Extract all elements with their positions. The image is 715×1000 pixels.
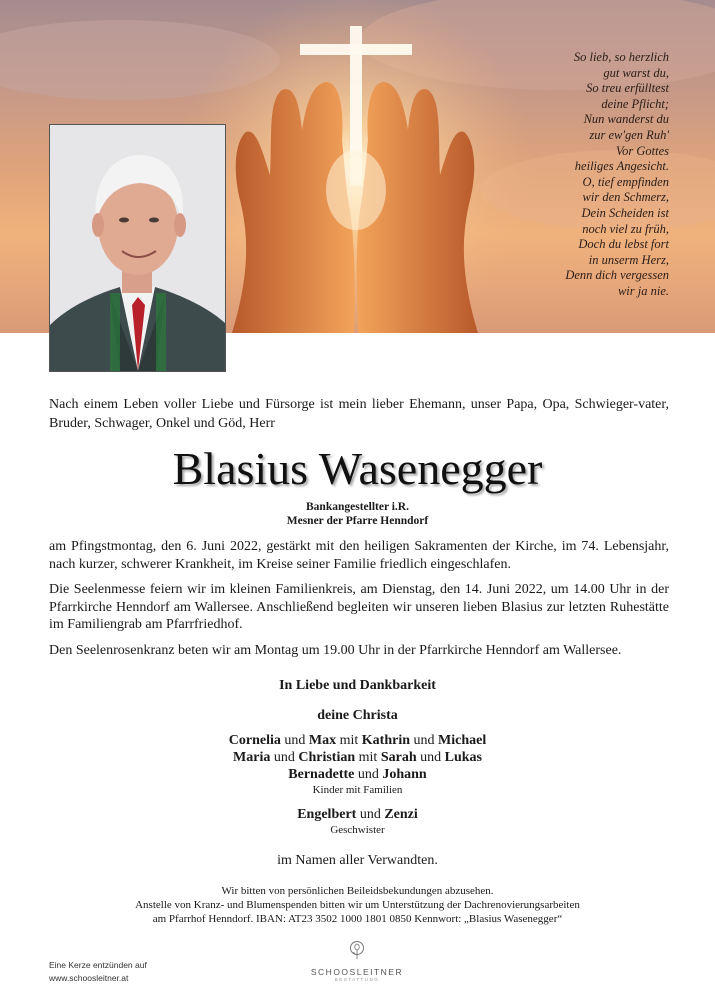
relatives-line: im Namen aller Verwandten. xyxy=(277,853,438,868)
poem-line: Dein Scheiden ist xyxy=(581,205,669,220)
rose-icon xyxy=(347,940,367,960)
poem-line: So treu erfülltest xyxy=(586,81,669,96)
poem-line: noch viel zu früh, xyxy=(582,221,669,236)
deceased-name: Blasius Wasenegger xyxy=(172,443,543,494)
connector-word: und xyxy=(357,767,379,782)
poem-line: O, tief empfinden xyxy=(582,174,669,189)
death-announcement: am Pfingstmontag, den 6. Juni 2022, gestärkt mit den heiligen Sakramenten der Kirche, im 74. Lebensjahr, nach kurzer, schwerer Krankheit, im Kreise seiner Familie friedlich eingeschlafen. xyxy=(49,539,669,572)
poem-line: So lieb, so herzlich xyxy=(573,50,669,64)
family-member-name: Kathrin xyxy=(361,733,410,748)
intro-text: Nach einem Leben voller Liebe und Fürsorge ist mein lieber Ehemann, unser Papa, Opa, Schwieger-vater, Bruder, Schwager, Onkel und Göd, Herr xyxy=(49,397,669,431)
family-member-name: Maria xyxy=(233,750,271,765)
family-member-name: Engelbert xyxy=(297,807,357,822)
connector-word: und xyxy=(273,750,295,765)
logo-tagline: BESTATTUNG xyxy=(334,977,380,982)
rosary-details: Den Seelenrosenkranz beten wir am Montag um 19.00 Uhr in der Pfarrkirche Henndorf am Wallersee. xyxy=(49,643,622,658)
bank-details: am Pfarrhof Henndorf. IBAN: AT23 3502 1000 1801 0850 Kennwort: „Blasius Wasenegger“ xyxy=(152,913,563,925)
funeral-mass-details: Die Seelenmesse feiern wir im kleinen Familienkreis, am Dienstag, den 14. Juni 2022, um 14.00 Uhr in der Pfarrkirche Henndorf am Wallersee. Anschließend begleiten wir unseren lieben Blasius zur letzten Ruhestätte im Familiengrab am Pfarrfriedhof. xyxy=(49,582,669,632)
family-member-name: Zenzi xyxy=(384,807,418,822)
logo-wordmark: SCHOOSLEITNER xyxy=(310,967,404,977)
wife-signature: deine Christa xyxy=(317,708,398,723)
poem-line: in unserm Herz, xyxy=(588,252,669,267)
condolence-note: Wir bitten von persönlichen Beileidsbekundungen abzusehen. xyxy=(221,885,494,897)
poem-line: Doch du lebst fort xyxy=(578,237,669,252)
family-member-name: Sarah xyxy=(380,750,417,765)
siblings-line xyxy=(0,806,715,823)
donation-note: Anstelle von Kranz- und Blumenspenden bitten wir um Unterstützung der Dachrenovierungsarbeiten xyxy=(135,899,580,911)
family-member-name: Cornelia xyxy=(228,733,281,748)
children-line-2 xyxy=(0,749,715,766)
family-heading: In Liebe und Dankbarkeit xyxy=(279,678,436,693)
funeral-home-logo xyxy=(307,940,407,982)
family-member-name: Michael xyxy=(438,733,487,748)
candle-link-block xyxy=(49,959,147,985)
family-member-name: Lukas xyxy=(444,750,482,765)
poem-line: zur ew'gen Ruh' xyxy=(589,127,669,142)
poem-line: wir ja nie. xyxy=(617,283,669,298)
connector-word: und xyxy=(359,807,381,822)
connector-word: und xyxy=(284,733,306,748)
family-member-name: Max xyxy=(308,733,337,748)
connector-word: mit xyxy=(358,750,378,765)
children-line-3 xyxy=(0,766,715,783)
website-link[interactable]: www.schoosleitner.at xyxy=(49,973,129,983)
connector-word: und xyxy=(413,733,435,748)
children-caption: Kinder mit Familien xyxy=(312,784,403,796)
poem-line: Vor Gottes xyxy=(615,143,669,158)
family-member-name: Johann xyxy=(382,767,427,782)
connector-word: mit xyxy=(339,733,359,748)
children-line-1 xyxy=(0,732,715,749)
poem-line: gut warst du, xyxy=(603,65,669,80)
portrait-illustration xyxy=(50,125,225,371)
memorial-poem xyxy=(469,50,669,300)
portrait-photo xyxy=(49,124,226,372)
family-member-name: Bernadette xyxy=(288,767,355,782)
poem-line: wir den Schmerz, xyxy=(582,190,669,205)
poem-line: Nun wanderst du xyxy=(583,112,669,127)
connector-word: und xyxy=(420,750,442,765)
siblings-caption: Geschwister xyxy=(330,824,385,836)
poem-line: deine Pflicht; xyxy=(601,96,669,111)
candle-text: Eine Kerze entzünden auf xyxy=(49,960,147,970)
deceased-occupation: Bankangestellter i.R. xyxy=(306,501,409,513)
poem-line: heiliges Angesicht. xyxy=(574,159,669,174)
deceased-role: Mesner der Pfarre Henndorf xyxy=(286,515,429,527)
poem-line: Denn dich vergessen xyxy=(565,268,669,283)
family-member-name: Christian xyxy=(298,750,356,765)
